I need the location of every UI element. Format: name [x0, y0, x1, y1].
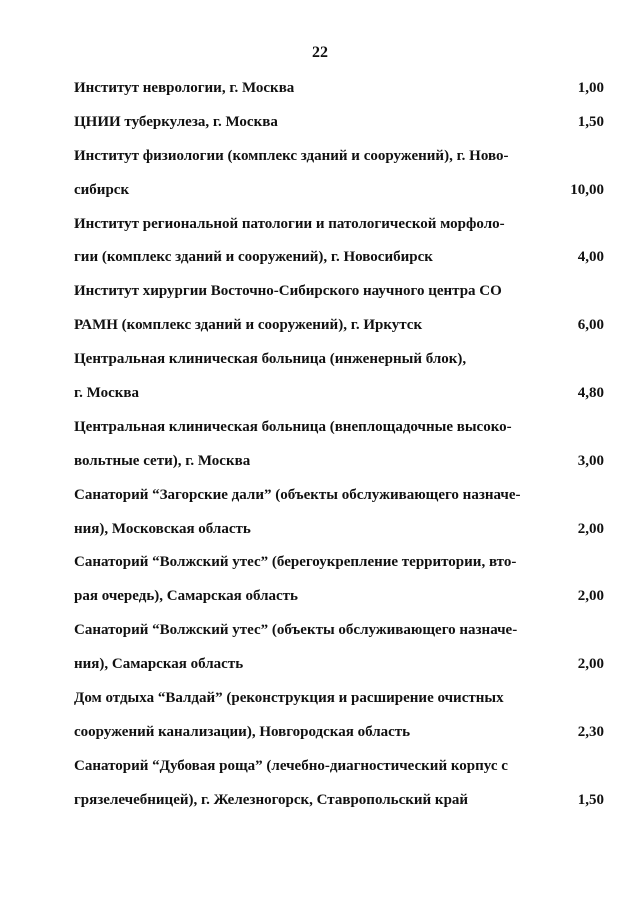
entry-text: Институт хирургии Восточно-Сибирского научного центра СО	[74, 283, 502, 300]
entry-value: 10,00	[570, 181, 604, 198]
entry-text: г. Москва	[74, 385, 139, 402]
entry-line	[74, 72, 604, 106]
entry-line	[74, 546, 604, 580]
entry-value: 6,00	[577, 317, 604, 334]
entry-value: 2,00	[577, 656, 604, 673]
entry-list	[74, 72, 604, 818]
entry-line	[74, 614, 604, 648]
entry-text: сооружений канализации), Новгородская область	[74, 723, 411, 740]
entry-text: Санаторий “Волжский утес” (берегоукрепление территории, вто-	[74, 554, 517, 571]
entry-value: 1,50	[577, 791, 604, 808]
entry-line	[74, 174, 604, 208]
entry-value: 4,00	[577, 249, 604, 266]
entry-line	[74, 445, 604, 479]
entry-line	[74, 784, 604, 818]
entry-line	[74, 750, 604, 784]
entry-line	[74, 648, 604, 682]
list-item	[74, 411, 604, 479]
list-item	[74, 140, 604, 208]
entry-line	[74, 275, 604, 309]
entry-text: Институт физиологии (комплекс зданий и сооружений), г. Ново-	[74, 147, 509, 164]
entry-line	[74, 513, 604, 547]
entry-line	[74, 682, 604, 716]
list-item	[74, 275, 604, 343]
entry-value: 1,00	[577, 80, 604, 96]
entry-line	[74, 241, 604, 275]
entry-value: 4,80	[577, 385, 604, 402]
entry-line	[74, 716, 604, 750]
entry-text: Институт региональной патологии и патологической морфоло-	[74, 215, 505, 232]
entry-text: грязелечебницей), г. Железногорск, Ставропольский край	[74, 791, 469, 808]
entry-line	[74, 343, 604, 377]
entry-text: Санаторий “Загорские дали” (объекты обслуживающего назначе-	[74, 486, 521, 503]
entry-value: 1,50	[577, 113, 604, 130]
entry-text: Центральная клиническая больница (инженерный блок),	[74, 351, 467, 368]
list-item	[74, 208, 604, 276]
entry-line	[74, 106, 604, 140]
list-item	[74, 614, 604, 682]
entry-text: гии (комплекс зданий и сооружений), г. Новосибирск	[74, 249, 433, 266]
entry-text: рая очередь), Самарская область	[74, 588, 298, 605]
list-item	[74, 479, 604, 547]
entry-value: 2,00	[577, 520, 604, 537]
entry-value: 2,30	[577, 723, 604, 740]
entry-line	[74, 479, 604, 513]
entry-line	[74, 309, 604, 343]
page-number: 22	[312, 44, 328, 61]
entry-line	[74, 580, 604, 614]
list-item	[74, 343, 604, 411]
entry-text: Дом отдыха “Валдай” (реконструкция и расширение очистных	[74, 690, 504, 707]
entry-text: ния), Самарская область	[74, 656, 244, 673]
entry-line	[74, 208, 604, 242]
list-item	[74, 682, 604, 750]
list-item	[74, 72, 604, 106]
entry-text: Институт неврологии, г. Москва	[74, 80, 295, 96]
entry-value: 3,00	[577, 452, 604, 469]
entry-text: РАМН (комплекс зданий и сооружений), г. Иркутск	[74, 317, 423, 334]
entry-value: 2,00	[577, 588, 604, 605]
entry-text: вольтные сети), г. Москва	[74, 452, 251, 469]
entry-line	[74, 140, 604, 174]
entry-text: Центральная клиническая больница (внеплощадочные высоко-	[74, 418, 512, 435]
entry-text: сибирск	[74, 181, 130, 198]
entry-line	[74, 377, 604, 411]
list-item	[74, 750, 604, 818]
entry-text: ния), Московская область	[74, 520, 251, 537]
entry-line	[74, 411, 604, 445]
entry-text: Санаторий “Дубовая роща” (лечебно-диагностический корпус с	[74, 757, 508, 774]
entry-text: ЦНИИ туберкулеза, г. Москва	[74, 113, 278, 130]
entry-text: Санаторий “Волжский утес” (объекты обслуживающего назначе-	[74, 622, 518, 639]
list-item	[74, 106, 604, 140]
list-item	[74, 546, 604, 614]
